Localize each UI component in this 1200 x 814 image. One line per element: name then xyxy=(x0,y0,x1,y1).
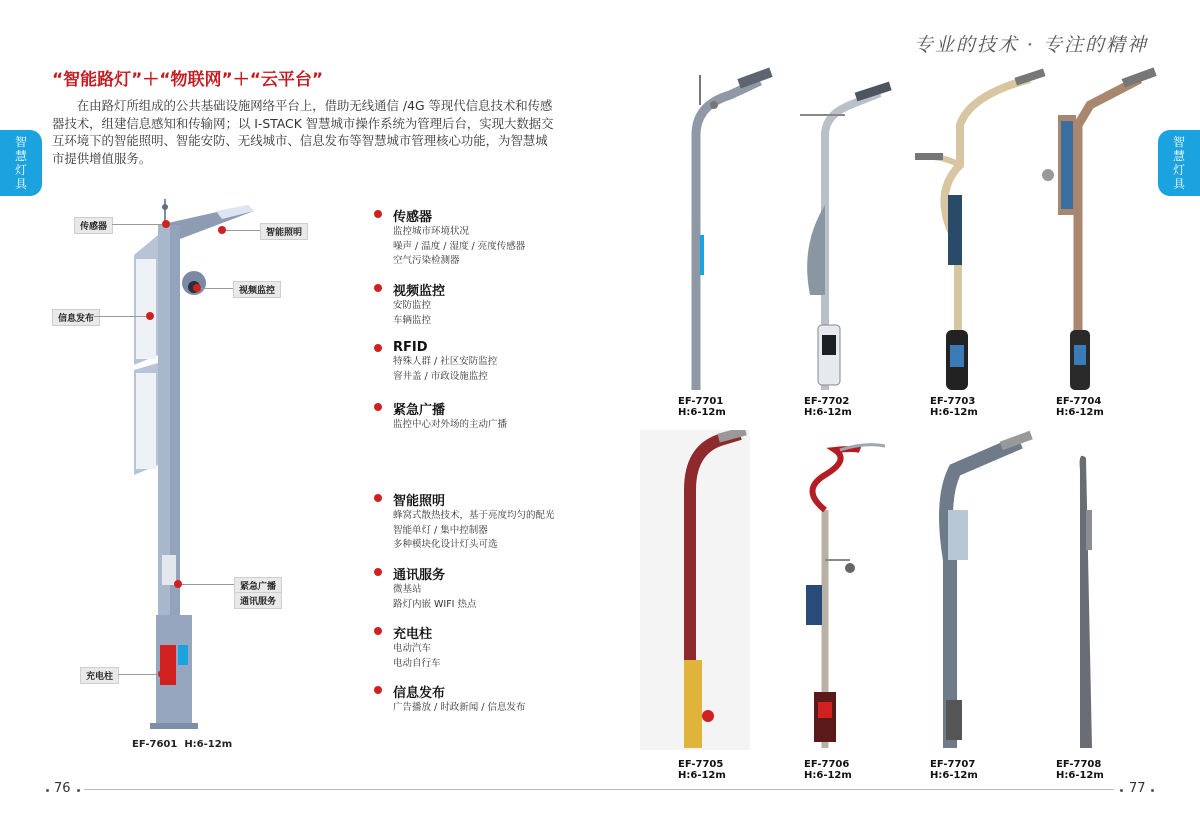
product-label-ef-7703 xyxy=(930,396,978,418)
side-tab-char: 慧 xyxy=(1172,149,1185,163)
product-model: EF-7701 xyxy=(678,396,724,407)
product-model: EF-7704 xyxy=(1056,396,1102,407)
charging-screen xyxy=(160,645,176,685)
feature-line: 监控中心对外场的主动广播 xyxy=(393,419,508,430)
callout-lighting: 智能照明 xyxy=(260,223,308,240)
product-height: H:6-12m xyxy=(930,770,978,781)
product-label-ef-7702 xyxy=(804,396,852,418)
product-image-ef-7708 xyxy=(1080,456,1092,748)
product-image-ef-7706 xyxy=(806,445,885,748)
callout-dot xyxy=(193,284,201,292)
slogan: 专业的技术 · 专注的精神 xyxy=(913,34,1148,56)
page-dot xyxy=(1120,789,1123,792)
diagram-model: EF-7601 xyxy=(132,739,178,750)
callout-dot xyxy=(162,220,170,228)
product-label-ef-7708 xyxy=(1056,759,1104,781)
product-height: H:6-12m xyxy=(804,770,852,781)
feature-lighting xyxy=(374,490,594,553)
sensor-head xyxy=(162,204,168,210)
callout-line xyxy=(224,230,260,231)
feature-title: RFID xyxy=(374,340,594,355)
callout-dot xyxy=(174,580,182,588)
feature-line: 特殊人群 / 社区安防监控 xyxy=(393,356,498,367)
side-tab-char: 具 xyxy=(1172,177,1185,191)
callout-line xyxy=(112,224,162,225)
product-image-ef-7701 xyxy=(696,67,773,390)
product-height: H:6-12m xyxy=(930,407,978,418)
info-panel-upper xyxy=(136,259,156,359)
callout-info: 信息发布 xyxy=(52,309,100,326)
feature-line: 蜂窝式散热技术，基于亮度均匀的配光 xyxy=(393,510,555,521)
feature-broadcast xyxy=(374,399,594,433)
feature-sensor xyxy=(374,206,594,269)
product-image-ef-7705 xyxy=(640,430,750,750)
feature-line: 监控城市环境状况 xyxy=(393,226,470,237)
product-label-ef-7705 xyxy=(678,759,726,781)
callout-line xyxy=(94,316,146,317)
product-height: H:6-12m xyxy=(678,770,726,781)
feature-line: 电动汽车 xyxy=(393,643,432,654)
page-number-left: 76 xyxy=(54,781,71,796)
product-model: EF-7708 xyxy=(1056,759,1102,770)
section-heading: “智能路灯”＋“物联网”＋“云平台” xyxy=(52,70,324,90)
side-tab-left xyxy=(0,130,42,196)
side-tab-char: 灯 xyxy=(1172,163,1185,177)
feature-comm xyxy=(374,564,594,612)
footer-rule xyxy=(84,789,1114,790)
side-tab-char: 慧 xyxy=(14,149,27,163)
product-model: EF-7706 xyxy=(804,759,850,770)
info-panel-lower xyxy=(136,373,156,469)
feature-title: 充电柱 xyxy=(374,623,594,642)
product-label-ef-7701 xyxy=(678,396,726,418)
smart-pole-diagram xyxy=(120,195,260,740)
product-height: H:6-12m xyxy=(804,407,852,418)
feature-line: 空气污染检测器 xyxy=(393,255,460,266)
feature-line: 智能单灯 / 集中控制器 xyxy=(393,524,488,536)
feature-line: 车辆监控 xyxy=(393,314,432,326)
feature-line: 微基站 xyxy=(393,584,422,595)
feature-line: 路灯内嵌 WIFI 热点 xyxy=(393,598,477,610)
callout-dot xyxy=(218,226,226,234)
side-tab-char: 灯 xyxy=(14,163,27,177)
feature-title: 智能照明 xyxy=(374,490,594,509)
callout-line xyxy=(200,288,233,289)
pole-footing xyxy=(150,723,198,729)
callout-line xyxy=(180,584,234,585)
product-image-ef-7704 xyxy=(1042,67,1157,390)
feature-rfid xyxy=(374,340,594,384)
feature-line: 安防监控 xyxy=(393,300,432,311)
page-number-right: 77 xyxy=(1129,781,1146,796)
callout-dot xyxy=(146,312,154,320)
product-label-ef-7704 xyxy=(1056,396,1104,418)
product-label-ef-7707 xyxy=(930,759,978,781)
product-model: EF-7707 xyxy=(930,759,976,770)
feature-title: 视频监控 xyxy=(374,280,594,299)
side-tab-char: 具 xyxy=(14,177,27,191)
callout-video: 视频监控 xyxy=(233,281,281,298)
feature-line: 电动自行车 xyxy=(393,657,441,669)
product-label-ef-7706 xyxy=(804,759,852,781)
feature-line: 多种模块化设计灯头可选 xyxy=(393,539,498,550)
product-model: EF-7702 xyxy=(804,396,850,407)
feature-info xyxy=(374,682,594,716)
feature-title: 传感器 xyxy=(374,206,594,225)
product-height: H:6-12m xyxy=(678,407,726,418)
product-model: EF-7705 xyxy=(678,759,724,770)
feature-line: 广告播放 / 时政新闻 / 信息发布 xyxy=(393,702,526,713)
callout-sensor: 传感器 xyxy=(74,217,113,234)
feature-line: 噪声 / 温度 / 湿度 / 亮度传感器 xyxy=(393,240,526,252)
feature-charging xyxy=(374,623,594,671)
page-dot xyxy=(77,789,80,792)
callout-dot xyxy=(158,670,166,678)
product-model: EF-7703 xyxy=(930,396,976,407)
callout-comm: 通讯服务 xyxy=(234,592,282,609)
product-row-bottom xyxy=(640,430,1180,750)
product-image-ef-7703 xyxy=(915,69,1046,390)
diagram-label xyxy=(132,739,232,750)
callout-line xyxy=(118,674,158,675)
feature-video xyxy=(374,280,594,328)
product-row-top xyxy=(660,65,1180,395)
page-dot xyxy=(1151,789,1154,792)
product-height: H:6-12m xyxy=(1056,407,1104,418)
product-image-ef-7707 xyxy=(946,431,1033,748)
side-tab-char: 智 xyxy=(1172,135,1185,149)
side-tab-char: 智 xyxy=(14,135,27,149)
feature-title: 紧急广播 xyxy=(374,399,594,418)
diagram-height: H:6-12m xyxy=(184,739,233,750)
feature-title: 通讯服务 xyxy=(374,564,594,583)
charging-indicator xyxy=(178,645,188,665)
product-image-ef-7702 xyxy=(800,82,892,390)
callout-charging: 充电柱 xyxy=(80,667,119,684)
product-height: H:6-12m xyxy=(1056,770,1104,781)
page-dot xyxy=(46,789,49,792)
feature-line: 窨井盖 / 市政设施监控 xyxy=(393,370,488,382)
feature-title: 信息发布 xyxy=(374,682,594,701)
intro-paragraph: 在由路灯所组成的公共基础设施网络平台上，借助无线通信 /4G 等现代信息技术和传感器技术，组建信息感知和传输网；以 I-STACK 智慧城市操作系统为管理后台，实现大数据交互环境下的智能照明、智能安防、无线城市、信息发布等智慧城市管理核心功能，为智慧城市提供增值服务。 xyxy=(52,98,554,166)
callout-broadcast: 紧急广播 xyxy=(234,577,282,594)
